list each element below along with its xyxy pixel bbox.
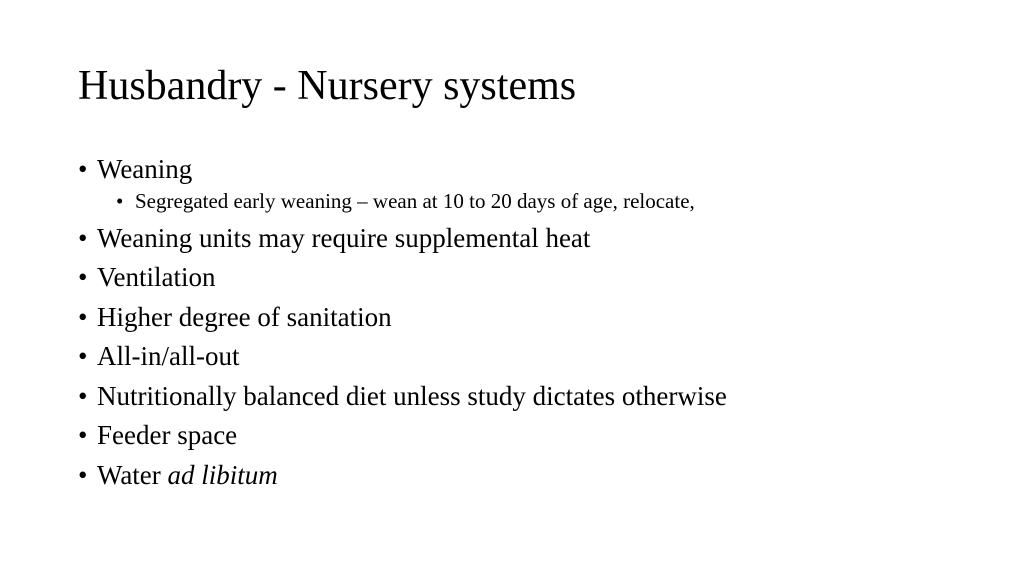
water-text: Water <box>97 459 168 490</box>
bullet-icon: • <box>78 262 88 292</box>
list-item-text: All-in/all-out <box>97 341 240 371</box>
list-item-all-in-all-out <box>78 337 978 377</box>
slide-title: Husbandry - Nursery systems <box>78 63 577 109</box>
list-item-ventilation <box>78 258 978 298</box>
bullet-icon: • <box>78 154 88 184</box>
bullet-icon: • <box>78 222 88 253</box>
list-item-text: Weaning units may require supplemental heat <box>97 222 591 253</box>
bullet-icon: • <box>78 341 88 371</box>
bullet-icon: • <box>116 188 124 213</box>
list-item-weaning <box>78 150 978 190</box>
list-item-water <box>78 456 978 496</box>
sublist-item-segregated-early-weaning <box>78 186 978 216</box>
bullet-icon: • <box>78 420 88 450</box>
bullet-icon: • <box>78 459 88 490</box>
list-item-sanitation <box>78 298 978 338</box>
list-item-text: Nutritionally balanced diet unless study dictates otherwise <box>97 380 727 411</box>
list-item-diet <box>78 377 978 417</box>
list-item-feeder-space <box>78 416 978 456</box>
list-item-text: Ventilation <box>97 262 216 292</box>
list-item-weaning-units <box>78 219 978 259</box>
list-item-text: Higher degree of sanitation <box>97 301 392 332</box>
list-item-text: Weaning <box>97 154 193 184</box>
bullet-icon: • <box>78 380 88 411</box>
bullet-list <box>78 150 978 495</box>
list-item-text: Feeder space <box>97 420 238 450</box>
list-item-text <box>97 460 278 490</box>
bullet-icon: • <box>78 301 88 332</box>
ad-libitum-text: ad libitum <box>167 459 278 490</box>
list-item-text: Segregated early weaning – wean at 10 to 20 days of age, relocate, <box>135 188 695 213</box>
